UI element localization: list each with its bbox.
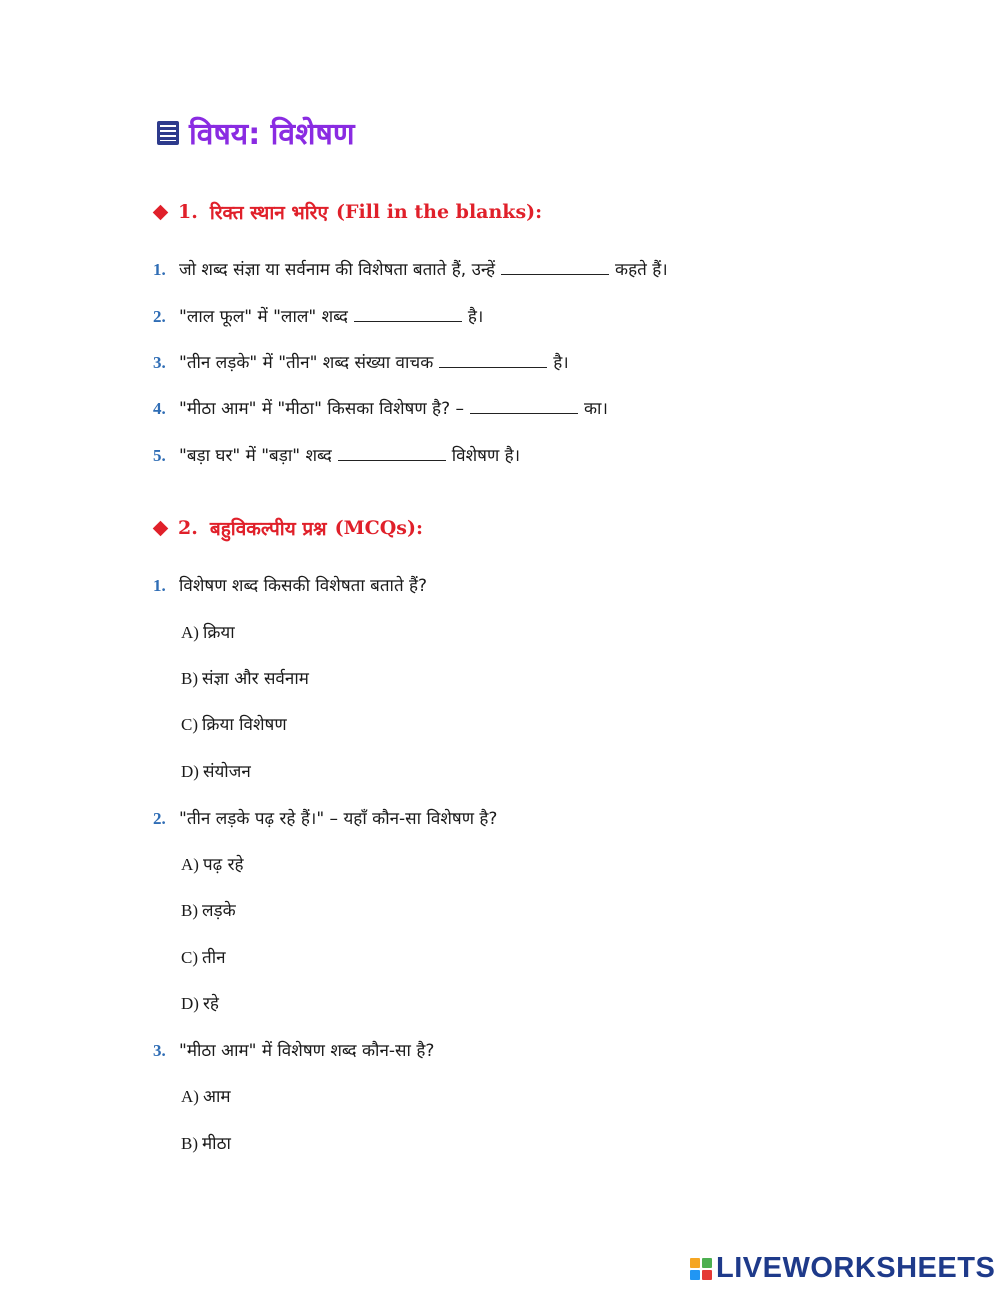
diamond-bullet-icon bbox=[153, 520, 169, 536]
item-text-end: है। bbox=[553, 353, 569, 373]
item-number: 4. bbox=[153, 399, 166, 418]
question-text: "तीन लड़के पढ़ रहे हैं।" – यहाँ कौन-सा विशेषण है? bbox=[179, 809, 498, 829]
option-text: तीन bbox=[202, 948, 226, 968]
item-text: "बड़ा घर" में "बड़ा" शब्द bbox=[179, 446, 332, 466]
option-text: मीठा bbox=[202, 1134, 231, 1154]
section-number: 2. bbox=[178, 517, 198, 539]
section-heading-hindi: रिक्त स्थान भरिए bbox=[209, 202, 328, 224]
option-letter: D) bbox=[181, 994, 199, 1013]
logo-block bbox=[702, 1270, 712, 1280]
item-text: "मीठा आम" में "मीठा" किसका विशेषण है? – bbox=[179, 399, 464, 419]
mcq-option[interactable] bbox=[181, 1086, 231, 1108]
section-mcq-heading bbox=[155, 515, 423, 541]
liveworksheets-logo[interactable] bbox=[690, 1252, 995, 1285]
item-number: 1. bbox=[153, 260, 166, 279]
option-text: क्रिया bbox=[202, 623, 235, 643]
item-text: "लाल फूल" में "लाल" शब्द bbox=[179, 307, 348, 327]
mcq-option[interactable] bbox=[181, 714, 287, 736]
option-text: आम bbox=[202, 1087, 231, 1107]
page-title bbox=[157, 112, 355, 153]
fill-blank-item bbox=[153, 445, 520, 467]
item-text: "तीन लड़के" में "तीन" शब्द संख्या वाचक bbox=[179, 353, 434, 373]
page-title-text: विषय: विशेषण bbox=[189, 117, 355, 152]
item-number: 5. bbox=[153, 446, 166, 465]
section-number: 1. bbox=[178, 201, 198, 223]
section-heading-english: (MCQs): bbox=[334, 517, 424, 539]
question-number: 1. bbox=[153, 576, 166, 595]
mcq-option[interactable] bbox=[181, 993, 219, 1015]
logo-block bbox=[690, 1270, 700, 1280]
logo-block bbox=[702, 1258, 712, 1268]
fill-blank-item bbox=[153, 259, 668, 281]
option-letter: B) bbox=[181, 669, 198, 688]
mcq-option[interactable] bbox=[181, 668, 309, 690]
item-number: 2. bbox=[153, 307, 166, 326]
option-text: पढ़ रहे bbox=[202, 855, 244, 875]
option-letter: A) bbox=[181, 855, 199, 874]
mcq-question bbox=[153, 808, 497, 830]
mcq-option[interactable] bbox=[181, 947, 226, 969]
option-text: क्रिया विशेषण bbox=[202, 715, 287, 735]
item-text-end: का। bbox=[584, 399, 608, 419]
blank-field[interactable] bbox=[354, 307, 462, 322]
option-text: रहे bbox=[202, 994, 219, 1014]
section-heading-hindi: बहुविकल्पीय प्रश्न bbox=[209, 518, 327, 540]
blank-field[interactable] bbox=[501, 260, 609, 275]
question-text: "मीठा आम" में विशेषण शब्द कौन-सा है? bbox=[179, 1041, 435, 1061]
option-text: संज्ञा और सर्वनाम bbox=[202, 669, 309, 689]
mcq-option[interactable] bbox=[181, 900, 236, 922]
fill-blank-item bbox=[153, 398, 608, 420]
mcq-option[interactable] bbox=[181, 761, 251, 783]
mcq-option[interactable] bbox=[181, 622, 235, 644]
blank-field[interactable] bbox=[338, 446, 446, 461]
option-letter: C) bbox=[181, 948, 198, 967]
notebook-icon bbox=[157, 121, 179, 145]
item-text-end: विशेषण है। bbox=[451, 446, 521, 466]
option-letter: B) bbox=[181, 901, 198, 920]
mcq-option[interactable] bbox=[181, 854, 244, 876]
question-text: विशेषण शब्द किसकी विशेषता बताते हैं? bbox=[179, 576, 428, 596]
mcq-question bbox=[153, 575, 427, 597]
option-text: लड़के bbox=[202, 901, 236, 921]
logo-block bbox=[690, 1258, 700, 1268]
option-letter: A) bbox=[181, 623, 199, 642]
mcq-option[interactable] bbox=[181, 1133, 231, 1155]
item-text-end: है। bbox=[467, 307, 484, 327]
option-letter: A) bbox=[181, 1087, 199, 1106]
mcq-question bbox=[153, 1040, 434, 1062]
diamond-bullet-icon bbox=[153, 204, 169, 220]
section-fill-blanks-heading bbox=[155, 199, 542, 225]
section-heading-english: (Fill in the blanks): bbox=[335, 201, 543, 223]
question-number: 3. bbox=[153, 1041, 166, 1060]
question-number: 2. bbox=[153, 809, 166, 828]
fill-blank-item bbox=[153, 306, 483, 328]
option-letter: C) bbox=[181, 715, 198, 734]
logo-blocks-icon bbox=[690, 1258, 712, 1280]
blank-field[interactable] bbox=[439, 353, 547, 368]
option-letter: D) bbox=[181, 762, 199, 781]
blank-field[interactable] bbox=[470, 399, 578, 414]
logo-text: LIVEWORKSHEETS bbox=[716, 1252, 996, 1284]
option-letter: B) bbox=[181, 1134, 198, 1153]
option-text: संयोजन bbox=[202, 762, 251, 782]
item-text: जो शब्द संज्ञा या सर्वनाम की विशेषता बताते हैं, उन्हें bbox=[179, 260, 496, 280]
item-text-end: कहते हैं। bbox=[615, 260, 668, 280]
fill-blank-item bbox=[153, 352, 569, 374]
item-number: 3. bbox=[153, 353, 166, 372]
